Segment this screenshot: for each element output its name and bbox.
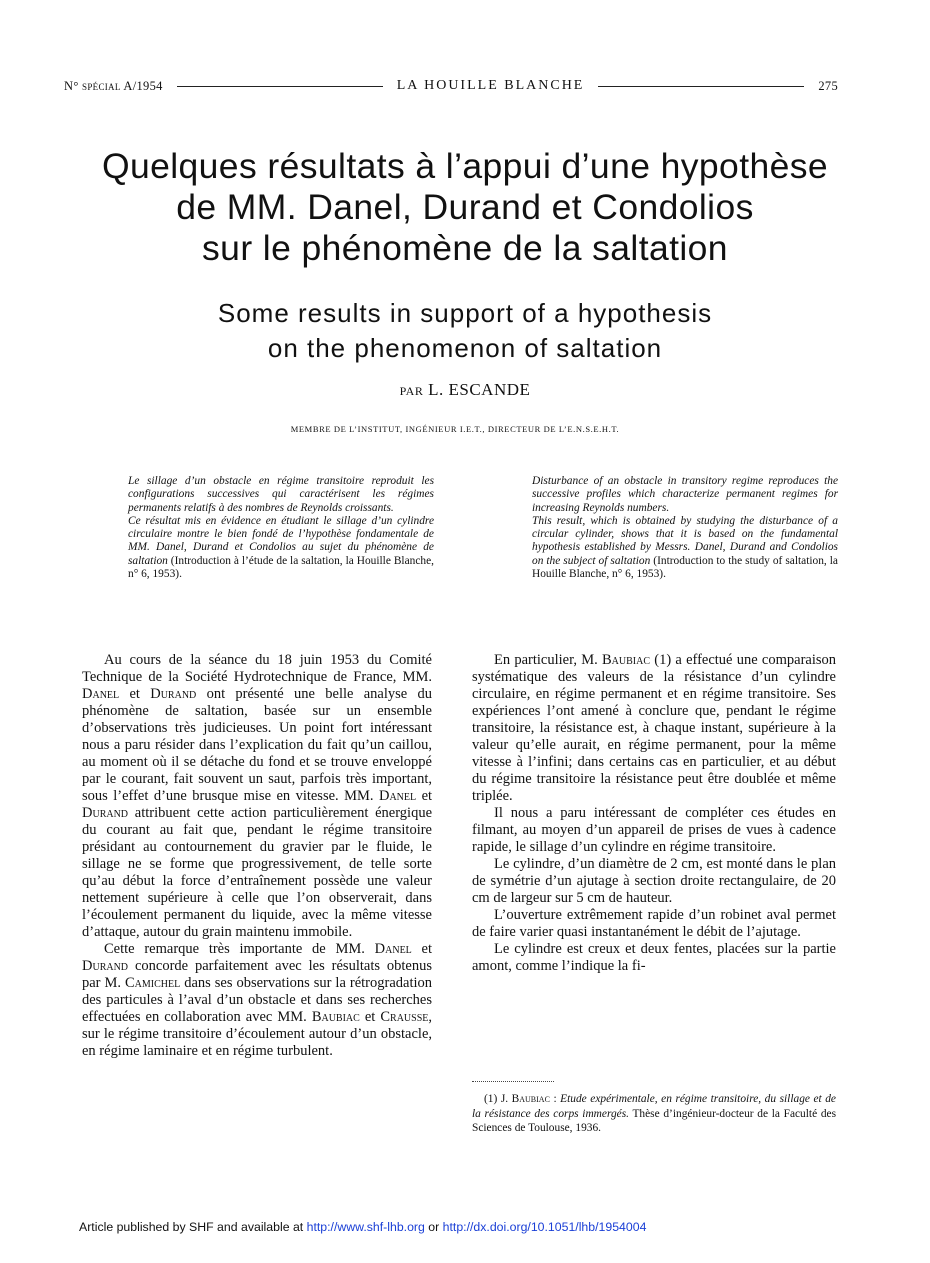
subtitle-line: Some results in support of a hypothesis: [217, 298, 713, 328]
body-paragraph: [82, 652, 432, 941]
subtitle-line: on the phenomenon of saltation: [267, 333, 663, 363]
abstract-reference: (Introduction à l’étude de la saltation, la Houille Blanche, n° 6, 1953).: [128, 554, 434, 581]
footnote: [472, 1092, 836, 1136]
abstract-french: [128, 475, 434, 581]
body-text: ont présenté une belle analyse du phénomène de saltation, basée sur un ensemble d’observations très judicieuses. Un point fort intéressant nous a paru résider dans l’explication du fait qu’un caillou, au moment où il se détache du fond et se trouve enveloppé par le courant, fait souvent un saut, parfois très important, sous l’effet d’une brusque mise en vitesse. MM.: [82, 686, 433, 804]
abstract-italic-text: Ce résultat mis en évidence en étudiant le sillage d’un cylindre circulaire montre le bien fondé de l’hypothèse fondamentale de MM. Danel, Durand et Condolios au sujet du phénomène de saltation: [128, 514, 434, 567]
running-header: [64, 76, 838, 96]
header-rule-left: [177, 86, 383, 87]
person-name: Danel: [82, 686, 120, 702]
article-subtitle: [100, 296, 830, 366]
body-column-left: [82, 652, 432, 1060]
journal-name: LA HOUILLE BLANCHE: [396, 78, 585, 93]
body-paragraph: Il nous a paru intéressant de compléter ces études en filmant, au moyen d’un appareil de prises de vues à cadence rapide, le sillage d’un cylindre en régime transitoire.: [472, 805, 836, 855]
footnote-title: Etude expérimentale, en régime transitoire, du sillage et de la résistance des corps immergés.: [472, 1093, 836, 1120]
body-paragraph: [82, 941, 432, 1060]
person-name: Durand: [150, 686, 197, 702]
abstract-paragraph: [128, 515, 434, 581]
author-prefix: par: [399, 380, 424, 399]
body-text: Au cours de la séance du 18 juin 1953 du Comité Technique de la Société Hydrotechnique de France, MM.: [82, 652, 432, 685]
abstract-reference: (Introduction to the study of saltation, la Houille Blanche, n° 6, 1953).: [532, 554, 838, 581]
body-column-right: [472, 652, 836, 975]
title-line: de MM. Danel, Durand et Condolios: [176, 187, 754, 227]
article-title: [40, 146, 890, 269]
person-name: Camichel: [125, 975, 181, 991]
body-paragraph: L’ouverture extrêmement rapide d’un robinet aval permet de faire varier quasi instantanément le débit de l’ajutage.: [472, 907, 836, 940]
author-line: [0, 380, 930, 400]
body-text: dans ses observations sur la rétrogradation des particules à l’aval d’un obstacle et dans ses recherches effectuées en collaboration avec MM.: [82, 975, 432, 1025]
header-rule-right: [598, 86, 804, 87]
footer-text: or: [424, 1220, 443, 1234]
author-name: L. ESCANDE: [428, 380, 531, 399]
publication-footer: [79, 1220, 879, 1234]
body-paragraph: Le cylindre, d’un diamètre de 2 cm, est monté dans le plan de symétrie d’un ajutage à section droite rectangulaire, de 20 cm de largeur sur 5 cm de hauteur.: [472, 856, 836, 906]
abstract-paragraph: Le sillage d’un obstacle en régime transitoire reproduit les configurations successives qui caractérisent les régimes permanents relatifs à des nombres de Reynolds croissants.: [128, 475, 434, 514]
abstract-paragraph: [532, 515, 838, 581]
abstract-italic-text: This result, which is obtained by studying the disturbance of a circular cylinder, shows that it is based on the fundamental hypothesis established by Messrs. Danel, Durand and Condolios on the subject of saltation: [532, 514, 838, 567]
body-text: concorde parfaitement avec les résultats obtenus par M.: [82, 958, 433, 991]
body-text: et: [421, 788, 433, 804]
footer-text: Article published by SHF and available at: [79, 1220, 307, 1234]
abstract-paragraph: Disturbance of an obstacle in transitory regime reproduces the successive profiles which characterize permanent regimes for increasing Reynolds numbers.: [532, 475, 838, 514]
shf-lhb-link[interactable]: http://www.shf-lhb.org: [306, 1220, 425, 1234]
title-line: Quelques résultats à l’appui d’une hypothèse: [101, 146, 829, 186]
person-name: Crausse: [380, 1009, 429, 1025]
issue-label: N° spécial A/1954: [64, 78, 163, 93]
body-text: (1) a effectué une comparaison systématique des valeurs de la résistance d’un cylindre circulaire, en régime permanent et en régime transitoire. Ses expériences l’ont amené à conclure que, pendant le régime transitoire, la résistance est, à chaque instant, supérieure à la valeur qu’elle aurait, en régime permanent, pour la même vitesse à l’infini; dans certains cas en particulier, et au début du régime transitoire la résistance peut être doublée et même triplée.: [472, 652, 837, 804]
footnote-marker: (1) J.: [484, 1093, 509, 1105]
person-name: Baubiac: [311, 1009, 360, 1025]
body-text: Thèse d’ingénieur-docteur de la Faculté des Sciences de Toulouse, 1936.: [472, 1107, 836, 1135]
body-text: attribuent cette action particulièrement énergique du courant au fait que, pendant le régime transitoire présidant au contournement du gravier par le fluide, le sillage ne se forme que progressivement, de telle sorte qu’au début la force d’entraînement possède une valeur nettement supérieure à celle que l’on observerait, dans l’écoulement permanent du liquide, avec la même vitesse d’attaque, autour du grain maintenu immobile.: [82, 805, 432, 940]
doi-link[interactable]: http://dx.doi.org/10.1051/lhb/1954004: [442, 1220, 647, 1234]
body-text: En particulier, M.: [494, 652, 598, 668]
person-name: Durand: [82, 958, 129, 974]
person-name: Durand: [82, 805, 129, 821]
body-text: et: [129, 686, 140, 702]
body-paragraph: [472, 652, 836, 805]
body-text: et: [364, 1009, 376, 1025]
person-name: Danel: [374, 941, 412, 957]
footnote-rule: [472, 1081, 554, 1082]
abstract-english: [532, 475, 838, 581]
body-text: et: [421, 941, 433, 957]
author-affiliation: MEMBRE DE L’INSTITUT, INGÉNIEUR I.E.T., DIRECTEUR DE L’E.N.S.E.H.T.: [290, 424, 620, 434]
title-line: sur le phénomène de la saltation: [202, 228, 728, 268]
page-number: 275: [818, 78, 839, 93]
footnote-text: [472, 1092, 836, 1136]
person-name: Baubiac: [601, 652, 650, 668]
person-name: Danel: [378, 788, 417, 804]
body-text: :: [549, 1093, 561, 1105]
body-text: , sur le régime transitoire d’écoulement autour d’un obstacle, en régime laminaire et en régime turbulent.: [82, 1009, 433, 1059]
body-paragraph: Le cylindre est creux et deux fentes, placées sur la partie amont, comme l’indique la fi-: [472, 941, 836, 974]
person-name: Baubiac: [511, 1093, 550, 1105]
body-text: Cette remarque très importante de MM.: [104, 941, 365, 957]
